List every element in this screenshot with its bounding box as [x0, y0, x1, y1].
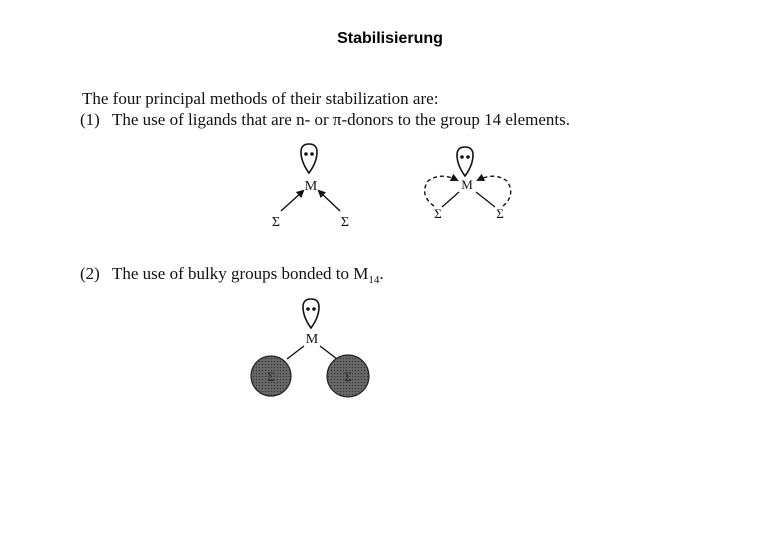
- pi-donation-arrow: [478, 176, 511, 206]
- ligand-label: Σ: [271, 215, 281, 230]
- ligand-label: Σ: [267, 369, 275, 384]
- metal-label: M: [461, 177, 473, 192]
- metal-label: M: [304, 179, 318, 194]
- method-2-subscript: 14: [368, 274, 380, 286]
- lone-pair-dot: [460, 155, 464, 159]
- lone-pair-orbital: [303, 299, 319, 328]
- pi-donation-arrow: [425, 176, 457, 206]
- method-2-number: (2): [80, 264, 100, 283]
- method-2-period: .: [379, 264, 384, 283]
- bond-line: [476, 192, 495, 207]
- metal-label: M: [305, 332, 319, 347]
- bond-line: [442, 192, 459, 207]
- lone-pair-dot: [304, 152, 308, 156]
- ligand-label: Σ: [496, 206, 504, 221]
- bond-line: [320, 346, 337, 359]
- ligand-label: Σ: [344, 369, 352, 384]
- ligand-label: Σ: [434, 206, 442, 221]
- method-1-number: (1): [80, 110, 100, 129]
- diagram-pi-donor: [425, 147, 511, 221]
- slide-title: Stabilisierung: [337, 30, 443, 47]
- lone-pair-orbital: [301, 144, 317, 173]
- method-1-text: The use of ligands that are n- or π-donors to the group 14 elements.: [112, 110, 571, 129]
- ligand-label: Σ: [340, 215, 350, 230]
- donor-bond-arrow: [281, 191, 303, 211]
- intro-text: The four principal methods of their stabilization are:: [82, 89, 439, 108]
- method-2-text: The use of bulky groups bonded to M: [112, 264, 369, 283]
- lone-pair-dot: [310, 152, 314, 156]
- lone-pair-orbital: [457, 147, 473, 176]
- donor-bond-arrow: [319, 191, 340, 211]
- lone-pair-dot: [312, 307, 316, 311]
- diagram-n-donor: [272, 144, 349, 230]
- diagram-bulky-groups: [251, 299, 369, 397]
- lone-pair-dot: [466, 155, 470, 159]
- lone-pair-dot: [306, 307, 310, 311]
- bond-line: [287, 346, 304, 359]
